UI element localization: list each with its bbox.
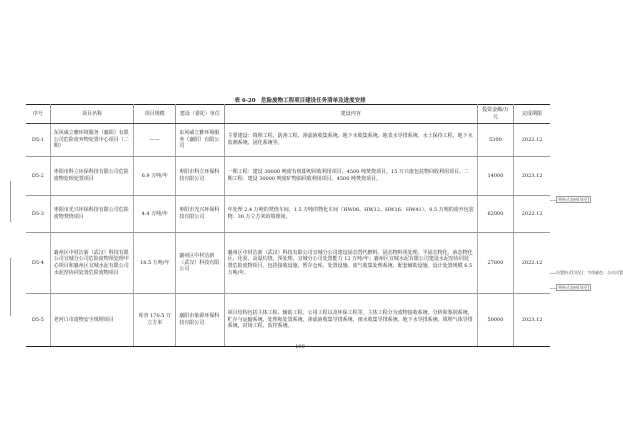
cell-scale: 6.9 万吨/年	[134, 157, 176, 196]
cell-seq: D5-3	[26, 196, 50, 233]
cell-scale: 库容 170.5 万立方米	[134, 294, 176, 347]
header-invest: 投资金额/万元	[477, 105, 513, 124]
header-deadline: 完成期限	[514, 105, 550, 124]
cell-seq: D5-4	[26, 233, 50, 294]
cell-deadline: 2022.12	[514, 124, 550, 157]
cell-unit: 襄州区中材洁新（武汉）科技有限公司	[176, 233, 224, 294]
revision-annotation[interactable]: 带格式表格[刘尼]	[558, 197, 590, 202]
cell-seq: D5-5	[26, 294, 50, 347]
change-bar	[10, 258, 11, 316]
header-seq: 序号	[26, 105, 50, 124]
cell-scale: 4.4 万吨/年	[134, 196, 176, 233]
cell-unit: 枣阳市科立环保科技有限公司	[176, 157, 224, 196]
page-number: 199	[295, 344, 305, 350]
cell-unit: 襄阳市象源环保科技有限公司	[176, 294, 224, 347]
header-name: 项目名称	[50, 105, 134, 124]
cell-name: 枣阳市光兴环保科技有限公司危险废物焚烧项目	[50, 196, 134, 233]
table-row	[26, 294, 550, 347]
cell-invest: 14000	[477, 157, 513, 196]
cell-invest: 5300	[477, 124, 513, 157]
revision-annotation[interactable]: 设置格式[刘尼]：字体颜色：自动设置	[556, 270, 623, 275]
cell-name: 老河口市废物安全填埋项目	[50, 294, 134, 347]
header-scale: 项目规模	[134, 105, 176, 124]
cell-name: 枣阳市科立环保科技有限公司危险废物处理处置项目	[50, 157, 134, 196]
cell-deadline: 2022.12	[514, 196, 550, 233]
cell-deadline: 2023.12	[514, 157, 550, 196]
cell-seq: D5-1	[26, 124, 50, 157]
table-row	[26, 124, 550, 157]
cell-name: 襄州区中材洁新（武汉）科技有限公司宜城分公司危险废物预处理中心项目和襄州区宜城水泥有限公司水泥窑协同处置危险废物项目	[50, 233, 134, 294]
cell-name: 东风威立雅环境服务（襄阳）有限公司危险废弃物处置中心项目（二期）	[50, 124, 134, 157]
revision-annotation[interactable]: 带格式表格[刘尼]	[558, 285, 590, 290]
cell-content: 项目结构包括主体工程、辅助工程、公用工程以及环保工程等。主体工程分为废物接收系统、分析和鉴别系统、贮存与运输系统、处理和处置系统、渗滤液收集导排系统、雨水收集导排系统、地下水导排系统、填埋气体导排系统、封场工程、监控系统。	[224, 294, 477, 347]
cell-invest: 62000	[477, 196, 513, 233]
cell-scale: ——	[134, 124, 176, 157]
cell-invest: 50000	[477, 294, 513, 347]
cell-content: 主要建设：填埋工程、防渗工程、渗滤液收集系统、地下水收集系统、地表水导排系统、水土保持工程、地下水监测系统、固化系统等。	[224, 124, 477, 157]
cell-content: 襄州区中材洁新（武汉）科技有限公司宜城分公司建设固态替代燃料、固态物料预处理、半固态物化、液态物化区、化验、高温灼烧、预处理、宜城分公司处置能力 12 万吨/年；襄州区宜城水泥有限公司建设水泥窑协同处置危险废物项目，包括接收设施、暂存仓库、处置设施、废气收集处理系统、配套辅助设施，设计处置规模 6.5 万吨/年。	[224, 233, 477, 294]
cell-unit: 枣阳市光兴环保科技有限公司	[176, 196, 224, 233]
cell-deadline: 2022.12	[514, 233, 550, 294]
cell-scale: 18.5 万吨/年	[134, 233, 176, 294]
table-row	[26, 196, 550, 233]
header-content: 建设内容	[224, 105, 477, 124]
project-table	[26, 104, 550, 347]
table-caption: 表 6-20 危险废物工程项目建设任务清单及进度安排	[234, 98, 366, 104]
cell-content: 一期工程：建设 30000 吨废有机即初回收利用项目、4500 吨焚烧项目。15 万只废包装物回收利用项目。二期工程：建设 30000 吨废矿物油回收利用项目、4500 吨焚烧项目。	[224, 157, 477, 196]
cell-content: 年处理 2.4 万吨的焚烧车间，1.5 万吨的物化车间（HW06、HW12、HW16、HW41）、0.5 万吨的废弃包装物、30 万立方米的填埋场。	[224, 196, 477, 233]
table-header-row	[26, 105, 550, 124]
cell-invest: 27800	[477, 233, 513, 294]
table-row	[26, 157, 550, 196]
cell-seq: D5-2	[26, 157, 50, 196]
header-unit: 建设（委托）单位	[176, 105, 224, 124]
table-row	[26, 233, 550, 294]
cell-deadline: 2023.12	[514, 294, 550, 347]
change-bar	[10, 181, 11, 222]
cell-unit: 东风威立雅环境服务（襄阳）有限公司	[176, 124, 224, 157]
